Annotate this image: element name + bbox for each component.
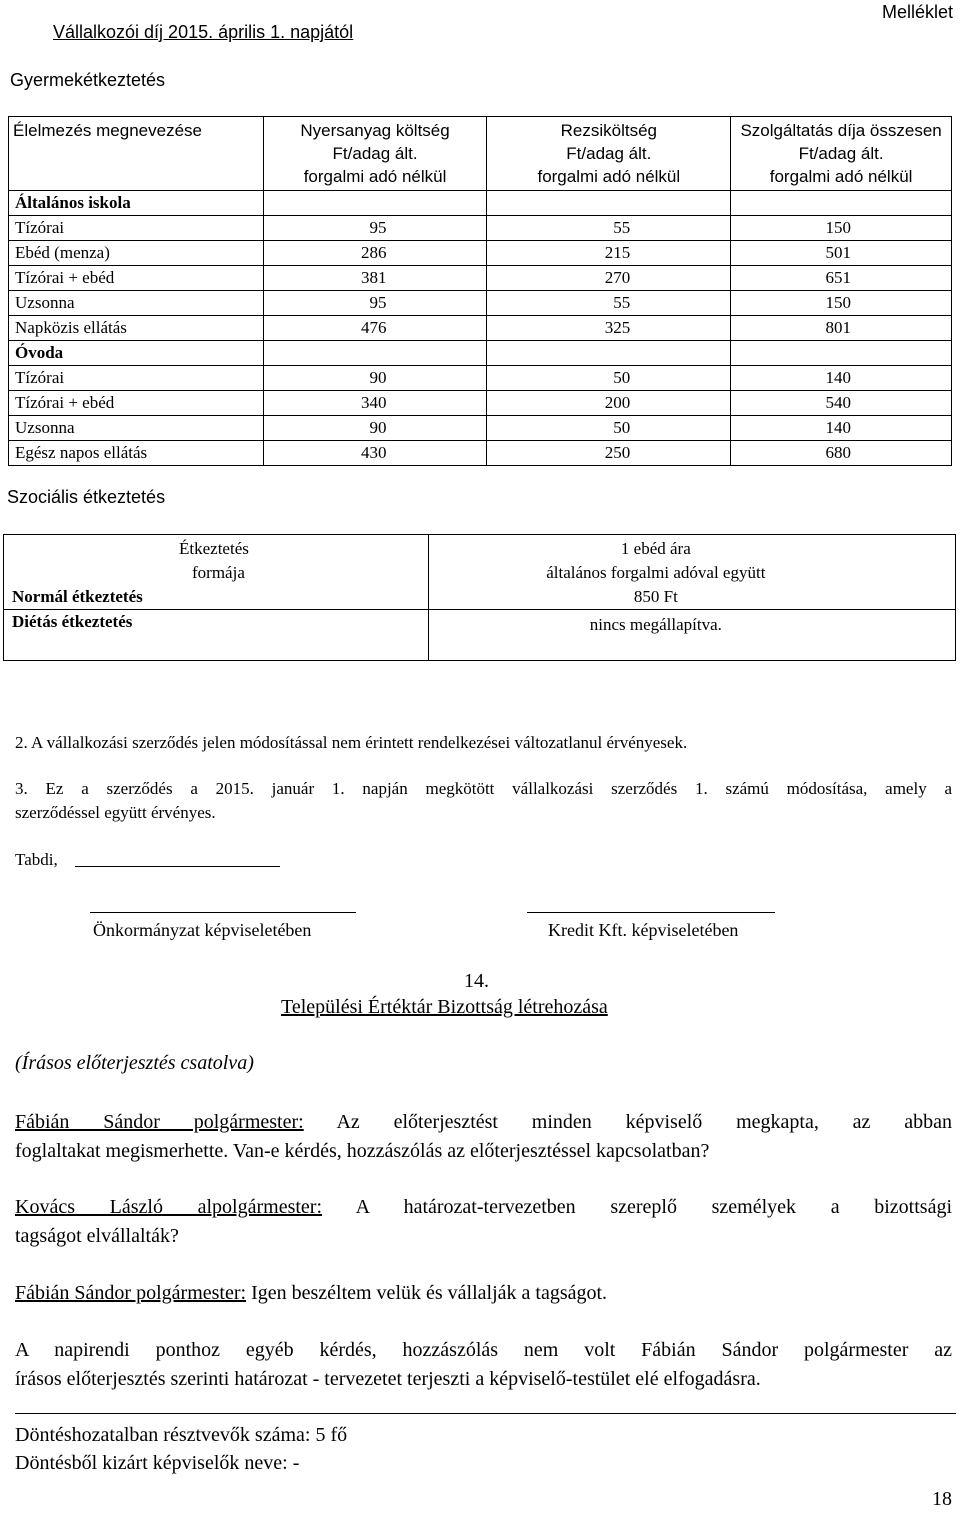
table-row: Tízórai 95 55 150	[9, 216, 952, 241]
place-label: Tabdi,	[15, 850, 58, 869]
document-title: Vállalkozói díj 2015. április 1. napjától	[53, 22, 354, 42]
header-cell-raw-material: Nyersanyag költség Ft/adag ált. forgalmi adó nélkül	[263, 117, 487, 191]
col-header-price: 1 ebéd ára	[620, 539, 691, 558]
header-cell-meal-name: Élelmezés megnevezése	[9, 117, 264, 191]
page-number: 18	[932, 1488, 952, 1510]
signature-line-right	[527, 912, 775, 913]
signature-line-left	[90, 912, 356, 913]
group-row-kindergarten: Óvoda	[9, 341, 952, 366]
clause-2: 2. A vállalkozási szerződés jelen módosítással nem érintett rendelkezései változatlanul érvényesek.	[15, 733, 688, 752]
excluded-members: Döntésből kizárt képviselők neve: -	[15, 1452, 300, 1474]
social-catering-price-table	[3, 534, 956, 661]
table-row: Napközis ellátás 476 325 801	[9, 316, 952, 341]
speaker-name: Fábián Sándor polgármester:	[15, 1282, 247, 1304]
table-header-row	[9, 117, 952, 191]
col-header-price-note: általános forgalmi adóval együtt	[546, 563, 766, 582]
table-row: Tízórai 90 50 140	[9, 366, 952, 391]
footer-divider	[15, 1413, 956, 1414]
clause-3-line2: szerződéssel együtt érvényes.	[15, 803, 216, 822]
table-row: Uzsonna 95 55 150	[9, 291, 952, 316]
col-header-form: Étkeztetés formája	[179, 539, 249, 582]
section-title-child-catering: Gyermekétkeztetés	[10, 70, 166, 90]
table-row: Uzsonna 90 50 140	[9, 416, 952, 441]
closing-paragraph: A napirendi ponthoz egyéb kérdés, hozzászólás nem volt Fábián Sándor polgármester az írásos előterjesztés szerinti határozat - tervezetet terjeszti a képviselő-testület elé elfogadásra.	[15, 1339, 952, 1390]
speech-3: Fábián Sándor polgármester: Igen beszéltem velük és vállalják a tagságot.	[15, 1282, 608, 1304]
date-line	[75, 866, 280, 867]
child-catering-fee-table	[8, 116, 952, 466]
header-cell-overhead: Rezsiköltség Ft/adag ált. forgalmi adó nélkül	[487, 117, 731, 191]
header-cell-total-fee: Szolgáltatás díja összesen Ft/adag ált. forgalmi adó nélkül	[731, 117, 952, 191]
diet-catering-price: nincs megállapítva.	[589, 615, 722, 634]
participants-count: Döntéshozatalban résztvevők száma: 5 fő	[15, 1424, 348, 1446]
section-title-social-catering: Szociális étkeztetés	[7, 487, 166, 507]
signature-caption-right: Kredit Kft. képviseletében	[548, 920, 739, 940]
annex-label: Melléklet	[881, 2, 953, 22]
group-row-elementary: Általános iskola	[9, 191, 952, 216]
diet-catering-label: Diétás étkeztetés	[12, 612, 133, 631]
table-row: Tízórai + ebéd 381 270 651	[9, 266, 952, 291]
normal-catering-price: 850 Ft	[633, 587, 678, 606]
signature-caption-left: Önkormányzat képviseletében	[93, 920, 312, 940]
table-row: Tízórai + ebéd 340 200 540	[9, 391, 952, 416]
attachment-note: (Írásos előterjesztés csatolva)	[15, 1052, 254, 1074]
clause-3-line1: 3. Ez a szerződés a 2015. január 1. napján megkötött vállalkozási szerződés 1. számú módosítása, amely a	[15, 779, 952, 798]
table2-row-normal	[4, 535, 956, 610]
speaker-name: Kovács László alpolgármester:	[15, 1196, 323, 1218]
agenda-number: 14.	[464, 970, 489, 992]
agenda-title: Települési Értéktár Bizottság létrehozása	[281, 996, 608, 1018]
table2-row-diet	[4, 610, 956, 661]
table-row: Egész napos ellátás 430 250 680	[9, 441, 952, 466]
speech-1: Fábián Sándor polgármester: Az előterjesztést minden képviselő megkapta, az abban foglaltakat megismerhette. Van-e kérdés, hozzászólás az előterjesztéssel kapcsolatban?	[15, 1111, 952, 1162]
speaker-name: Fábián Sándor polgármester:	[15, 1111, 304, 1133]
table-row: Ebéd (menza) 286 215 501	[9, 241, 952, 266]
normal-catering-label: Normál étkeztetés	[12, 587, 143, 606]
speech-2: Kovács László alpolgármester: A határozat-tervezetben szereplő személyek a bizottsági tagságot elvállalták?	[15, 1196, 952, 1247]
